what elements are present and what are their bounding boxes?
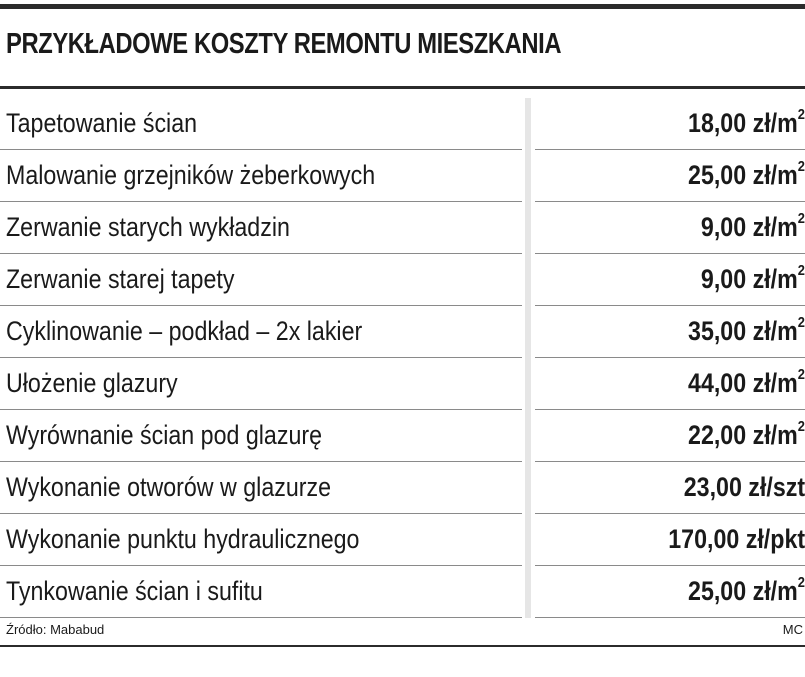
table-row <box>0 514 805 566</box>
row-label: Cyklinowanie – podkład – 2x lakier <box>6 316 363 346</box>
row-value <box>701 264 805 295</box>
table-row <box>0 202 805 254</box>
row-label: Tapetowanie ścian <box>6 108 198 138</box>
row-value <box>688 368 805 399</box>
row-label: Tynkowanie ścian i sufitu <box>6 576 263 606</box>
row-value-text: 9,00 zł/m <box>701 212 798 242</box>
row-label: Wykonanie otworów w glazurze <box>6 472 332 502</box>
unit-superscript: 2 <box>797 106 805 123</box>
row-value <box>688 160 805 191</box>
row-value-text: 35,00 zł/m <box>688 316 798 346</box>
table-row <box>0 306 805 358</box>
chart-title: PRZYKŁADOWE KOSZTY REMONTU MIESZKANIA <box>6 28 562 60</box>
unit-superscript: 2 <box>797 418 805 435</box>
source-note: Źródło: Mababud <box>6 622 105 637</box>
table-row <box>0 98 805 150</box>
row-value <box>688 316 805 347</box>
cost-table <box>0 98 805 618</box>
row-label: Malowanie grzejników żeberkowych <box>6 160 376 190</box>
row-value <box>688 420 805 451</box>
top-rule <box>0 4 805 9</box>
bottom-rule <box>0 645 805 647</box>
row-value <box>668 524 805 555</box>
footer <box>0 622 805 642</box>
row-value-text: 22,00 zł/m <box>688 420 798 450</box>
unit-superscript: 2 <box>797 158 805 175</box>
row-value <box>684 472 805 503</box>
unit-superscript: 2 <box>797 574 805 591</box>
row-value <box>701 212 805 243</box>
table-row <box>0 462 805 514</box>
title-rule <box>0 86 805 89</box>
row-value <box>688 576 805 607</box>
row-value-text: 25,00 zł/m <box>688 576 798 606</box>
row-rule-left <box>0 617 522 618</box>
unit-superscript: 2 <box>797 314 805 331</box>
row-value-text: 18,00 zł/m <box>688 108 798 138</box>
table-row <box>0 358 805 410</box>
row-value-text: 25,00 zł/m <box>688 160 798 190</box>
row-label: Wykonanie punktu hydraulicznego <box>6 524 360 554</box>
row-label: Ułożenie glazury <box>6 368 178 398</box>
credit-note: MC <box>782 622 803 637</box>
row-label: Wyrównanie ścian pod glazurę <box>6 420 323 450</box>
row-value-text: 9,00 zł/m <box>701 264 798 294</box>
row-label: Zerwanie starych wykładzin <box>6 212 290 242</box>
row-value-text: 23,00 zł/szt <box>683 472 805 502</box>
row-value-text: 170,00 zł/pkt <box>668 524 805 554</box>
table-row <box>0 150 805 202</box>
row-value-text: 44,00 zł/m <box>688 368 798 398</box>
table-row <box>0 410 805 462</box>
unit-superscript: 2 <box>797 366 805 383</box>
unit-superscript: 2 <box>797 262 805 279</box>
table-row <box>0 254 805 306</box>
unit-superscript: 2 <box>797 210 805 227</box>
row-rule-right <box>535 617 805 618</box>
table-row <box>0 566 805 618</box>
row-label: Zerwanie starej tapety <box>6 264 235 294</box>
row-value <box>688 108 805 139</box>
